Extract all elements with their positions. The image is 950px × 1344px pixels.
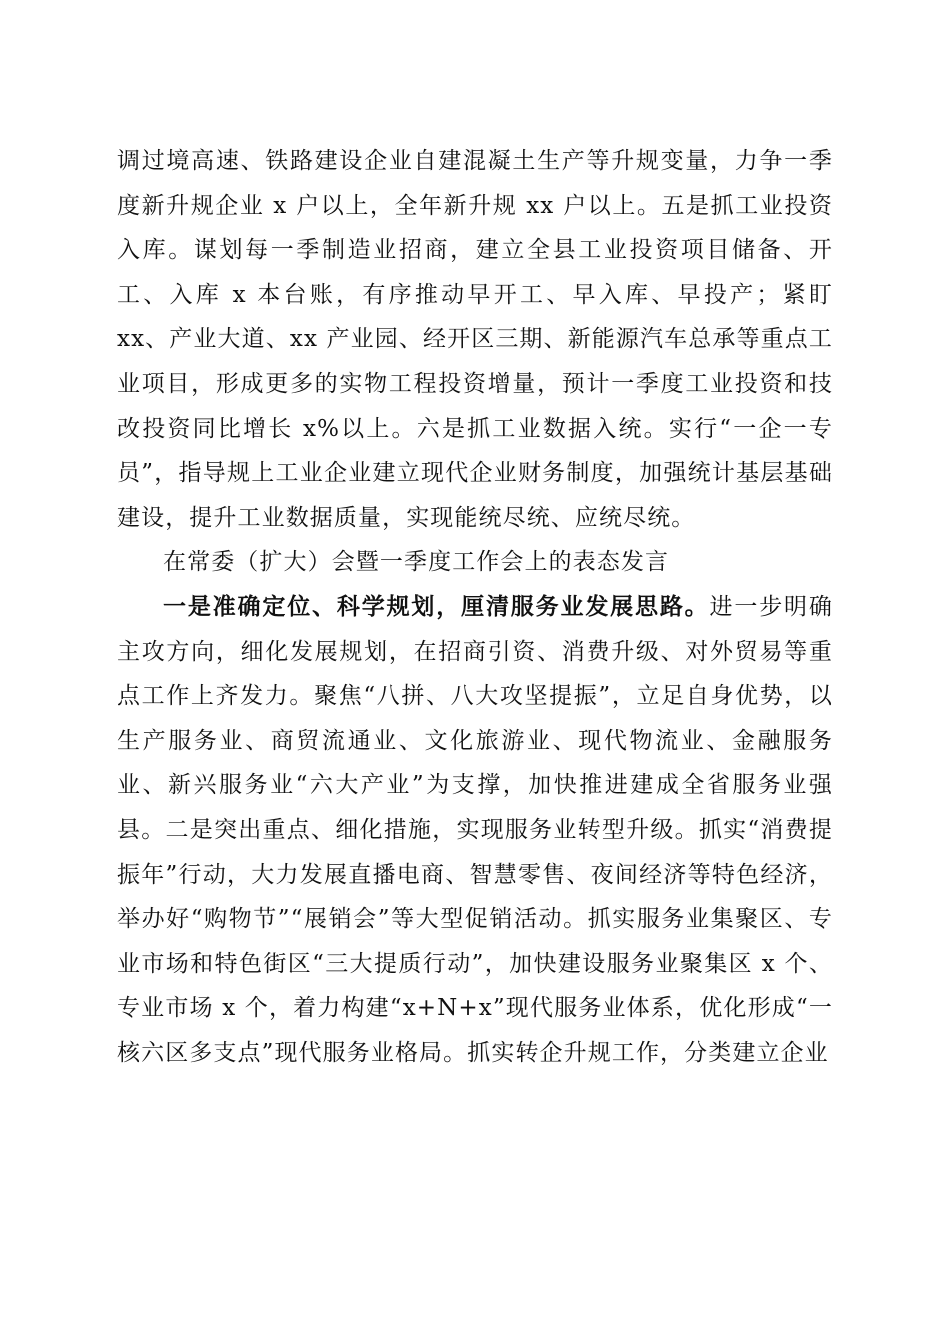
document-body [117, 139, 833, 1075]
paragraph-service-industry [117, 585, 833, 1076]
paragraph-industry-continuation: 调过境高速、铁路建设企业自建混凝土生产等升规变量，力争一季度新升规企业 x 户以上，全年新升规 xx 户以上。五是抓工业投资入库。谋划每一季制造业招商，建立全县工业投资项目储备、开工、入库 x 本台账，有序推动早开工、早入库、早投产；紧盯 xx、产业大道、xx 产业园、经开区三期、新能源汽车总承等重点工业项目，形成更多的实物工程投资增量，预计一季度工业投资和技改投资同比增长 x%以上。六是抓工业数据入统。实行“一企一专员”，指导规上工业企业建立现代企业财务制度，加强统计基层基础建设，提升工业数据质量，实现能统尽统、应统尽统。 [117, 148, 833, 531]
paragraph-lead-bold: 一是准确定位、科学规划，厘清服务业发展思路。 [163, 592, 710, 620]
section-heading: 在常委（扩大）会暨一季度工作会上的表态发言 [163, 549, 670, 576]
paragraph-body-text: 进一步明确主攻方向，细化发展规划，在招商引资、消费升级、对外贸易等重点工作上齐发力。聚焦“八拼、八大攻坚提振”，立足自身优势，以生产服务业、商贸流通业、文化旅游业、现代物流业、金融服务业、新兴服务业“六大产业”为支撑，加快推进建成全省服务业强县。二是突出重点、细化措施，实现服务业转型升级。抓实“消费提振年”行动，大力发展直播电商、智慧零售、夜间经济等特色经济，举办好“购物节”“展销会”等大型促销活动。抓实服务业集聚区、专业市场和特色街区“三大提质行动”，加快建设服务业聚集区 x 个、专业市场 x 个，着力构建“x+N+x”现代服务业体系，优化形成“一核六区多支点”现代服务业格局。抓实转企升规工作，分类建立企业 [117, 593, 833, 1066]
